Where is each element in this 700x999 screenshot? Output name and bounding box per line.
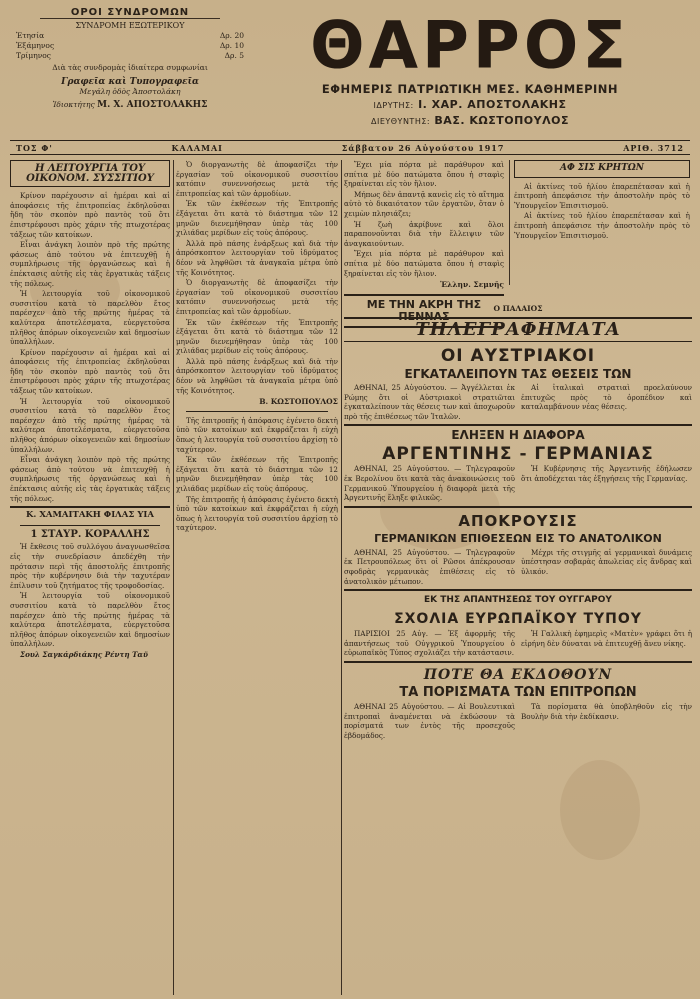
divider <box>344 294 504 296</box>
story-paragraph: ΑΘΗΝΑΙ 25 Αὐγούστου. — Αἱ Βουλευτικαὶ ἐπιτροπαὶ ἀναμένεται νὰ ἐκδώσουν τὰ πορίσματά των ἐντὸς τῆς προσεχοῦς ἑβδομάδος. <box>344 701 515 740</box>
paper-stain <box>560 760 640 860</box>
terms-title: ΟΡΟΙ ΣΥΝΔΡΟΜΩΝ <box>40 8 220 19</box>
article-paragraph: Ἀλλὰ πρὸ πάσης ἐνάρξεως καὶ διὰ τὴν ἀπρόσκοπτον λειτουργίαν τοῦ ἱδρύματος δέον νὰ ληφθῶσι τὰ ἀναγκαῖα μέτρα ὑπὸ τῆς Κοινότητος. <box>176 356 338 395</box>
story-paragraph: ΑΘΗΝΑΙ, 25 Αὐγούστου. — Τηλεγραφοῦν ἐκ Βερολίνου ὅτι κατὰ τὰς ἀνακοινώσεις τοῦ Γερμανικοῦ Ὑπουργείου ἡ διαφορὰ μετὰ τῆς Ἀργεντινῆς ἔληξε φιλικῶς. <box>344 464 515 503</box>
story-paragraph: Ἡ Γαλλικὴ ἐφημερὶς «Ματὲν» γράφει ὅτι ἡ εἰρήνη δὲν δύναται νὰ ἐπιτευχθῇ ἄνευ νίκης. <box>521 629 692 648</box>
article-paragraph: Αἱ ἀκτίνες τοῦ ἡλίου ἐπαρεπέτασαν καὶ ἡ ἐπιτροπὴ ἀπεφάσισε τὴν ἀποστολὴν πρὸς τὸ Ὑπουργεῖον Ἐπισιτισμοῦ. <box>514 211 690 240</box>
wire-story <box>344 702 692 740</box>
headline: ΑΠΟΚΡΟΥΣΙΣ <box>458 511 578 530</box>
wire-story <box>344 383 692 421</box>
divider <box>344 424 692 426</box>
wire-story <box>344 548 692 586</box>
headline-sub: ΤΑ ΠΟΡΙΣΜΑΤΑ ΤΩΝ ΕΠΙΤΡΟΠΩΝ <box>399 684 637 700</box>
article-paragraph: Εἶναι ἀνάγκη λοιπὸν πρὸ τῆς πρώτης φάσεως ἀπὸ τούτου νὰ ἐπιτευχθῇ ἡ συμπλήρωσις τῆς ὀργανώσεως καὶ ἡ ἐπέκτασις αὐτῆς εἰς τὰς ἐργατικὰς τάξεις τῆς πόλεως. <box>10 240 170 288</box>
place: ΚΑΛΑΜΑΙ <box>171 142 223 153</box>
terms-row: Ἐτησία Δρ. 20 <box>16 31 244 40</box>
headline: ΕΚ ΤΗΣ ΑΠΑΝΤΗΣΕΩΣ ΤΟΥ ΟΥΓΓΑΡΟΥ <box>424 595 612 606</box>
article-title: ΑΦ ΣΙΣ ΚΡΗΤΩΝ <box>514 160 690 178</box>
story-paragraph: Τὰ πορίσματα θὰ ὑποβληθοῦν εἰς τὴν Βουλὴν διὰ τὴν ἐκδίκασιν. <box>521 701 692 721</box>
article-paragraph: Εἶναι ἀνάγκη λοιπὸν πρὸ τῆς πρώτης φάσεως ἀπὸ τούτου νὰ ἐπιτευχθῇ ἡ συμπλήρωσις τῆς ὀργανώσεως καὶ ἡ ἐπέκτασις αὐτῆς εἰς τὰς ἐργατικὰς τάξεις τῆς πόλεως. <box>10 455 170 503</box>
story-paragraph: ΠΑΡΙΣΙΟΙ 25 Αὐγ. — Ἐξ ἀφορμῆς τῆς ἀπαντήσεως τοῦ Οὐγγρικοῦ Ὑπουργείου ὁ εὐρωπαϊκὸς Τύπος σχολιάζει τὴν κατάστασιν. <box>344 629 515 658</box>
owner-name: Μ. Χ. ΑΠΟΣΤΟΛΑΚΗΣ <box>97 100 208 110</box>
headline-sub: ΓΕΡΜΑΝΙΚΩΝ ΕΠΙΘΕΣΕΩΝ ΕΙΣ ΤΟ ΑΝΑΤΟΛΙΚΟΝ <box>374 531 662 545</box>
headline: ΕΛΗΞΕΝ Η ΔΙΑΦΟΡΑ <box>451 428 585 443</box>
volume-year: ΤΟΣ Φ' <box>16 142 53 153</box>
owner-label: Ἰδιοκτήτης <box>52 100 95 109</box>
story-paragraph: Αἱ ἰταλικαὶ στρατιαὶ προελαύνουν ἐπιτυχῶς πρὸς τὸ ὀροπέδιον καὶ καταλαμβάνουν νέας θέσεις. <box>521 383 692 412</box>
headline-sub: ΣΧΟΛΙΑ ΕΥΡΩΠΑΪΚΟΥ ΤΥΠΟΥ <box>394 611 642 628</box>
newspaper-subtitle: ΕΦΗΜΕΡΙΣ ΠΑΤΡΙΩΤΙΚΗ ΜΕΣ. ΚΑΘΗΜΕΡΙΝΗ <box>321 82 619 96</box>
article-paragraph: Ἐκ τῶν ἐκθέσεων τῆς Ἐπιτροπῆς ἐξάγεται ὅτι κατὰ τὸ διάστημα τῶν 12 μηνῶν διενεμήθησαν ὑπὲρ τὰς 100 χιλιάδας μερίδων εἰς τοὺς ἀπόρους. <box>176 317 338 356</box>
article-paragraph: Ὁ διοργανωτὴς δὲ ἀποφασίζει τὴν ἐργασίαν τοῦ οἰκονομικοῦ συσσιτίου κατόπιν συνεννοήσεως μετὰ τῆς ἐπιτροπείας καὶ τῶν ἁρμοδίων. <box>176 160 338 198</box>
article-paragraph: Τῆς ἐπιτροπῆς ἡ ἀπόφασις ἐγένετο δεκτὴ ὑπὸ τῶν κατοίκων καὶ ἐκφράζεται ἡ εὐχὴ ὅπως ἡ λειτουργία τοῦ συσσιτίου ἀρχίσῃ τὸ ταχύτερον. <box>176 494 338 533</box>
subscription-terms <box>10 8 250 110</box>
article-paragraph: Μήπως δὲν ἀπαντᾷ κανεὶς εἰς τὸ αἴτημα αὐτὸ τὸ δικαιότατον τῶν ἐργατῶν, ὅταν ὁ χειμὼν πλησιάζει; <box>344 189 504 218</box>
column-rule <box>173 160 174 995</box>
article-paragraph: Κρίνον παρέχουσιν αἱ ἡμέραι καὶ αἱ ἀποφάσεις τῆς ἐπιτροπείας ἐκδηλοῦσαι ἤδη τὸν σκοπὸν πρὸ παντὸς τοῦ ὅτι ἐπιστρέφουσι πρὸς χάριν τῆς πτωχοτέρας τάξεως τῶν κατοίκων. <box>10 191 170 239</box>
story-paragraph: ΑΘΗΝΑΙ, 25 Αὐγούστου. — Ἀγγέλλεται ἐκ Ρώμης ὅτι οἱ Αὐστριακοὶ στρατιῶται ἐγκαταλείπουν τὰς θέσεις των καὶ ἀποχωροῦν πρὸ τῆς ἐπιθέσεως τῶν Ἰταλῶν. <box>344 383 515 421</box>
divider <box>20 525 160 526</box>
article-paragraph: Κρίνον παρέχουσιν αἱ ἡμέραι καὶ αἱ ἀποφάσεις τῆς ἐπιτροπείας ἐκδηλοῦσαι ἤδη τὸν σκοπὸν πρὸ παντὸς τοῦ ὅτι ἐπιστρέφουσι πρὸς χάριν τῆς πτωχοτέρας τάξεως τῶν κατοίκων. <box>10 347 170 396</box>
column-footer: Σουλ Σαγκάρδιάκης Ρέντη Ταϋ <box>20 649 148 659</box>
director-line: ΔΙΕΥΘΥΝΤΗΣ: ΒΑΣ. ΚΩΣΤΟΠΟΥΛΟΣ <box>370 114 569 127</box>
column-rule <box>509 160 510 285</box>
office-address: Μεγάλη ὁδὸς Ἀποστολάκη <box>79 87 181 96</box>
wire-title: ΤΗΛΕΓΡΑΦΗΜΑΤΑ <box>344 317 692 342</box>
newspaper-title: ΘΑΡΡΟΣ <box>310 8 630 84</box>
headline-sub: ΑΡΓΕΝΤΙΝΗΣ - ΓΕΡΜΑΝΙΑΣ <box>382 444 654 465</box>
wire-news <box>344 297 692 740</box>
article-paragraph: Αἱ ἀκτίνες τοῦ ἡλίου ἐπαρεπέτασαν καὶ ἡ ἐπιτροπὴ ἀπεφάσισε τὴν ἀποστολὴν πρὸς τὸ Ὑπουργεῖον Ἐπισιτισμοῦ. <box>514 181 690 210</box>
story-paragraph: Μέχρι τῆς στιγμῆς αἱ γερμανικαὶ δυνάμεις ὑπέστησαν σοβαρὰς ἀπωλείας εἰς ἄνδρας καὶ ὑλικόν. <box>521 547 692 576</box>
divider <box>344 589 692 591</box>
notice-heading: Κ. ΧΑΜΑΙΤΑΚΗ ΦΙΛΑΣ ΥΙΑ <box>26 510 154 521</box>
masthead <box>250 10 690 129</box>
column-1 <box>10 160 170 661</box>
article-title: Η ΛΕΙΤΟΥΡΓΙΑ ΤΟΥ ΟΙΚΟΝΟΜ. ΣΥΣΣΙΤΙΟΥ <box>10 160 170 187</box>
column-4 <box>514 160 690 241</box>
divider <box>344 661 692 663</box>
section-title: ΜΕ ΤΗΝ ΑΚΡΗ ΤΗΣ ΠΕΝΝΑΣ <box>366 297 482 323</box>
article-paragraph: Ἡ λειτουργία τοῦ οἰκονομικοῦ συσσιτίου κατὰ τὸ παρελθὸν ἔτος παρέσχεν ἀπὸ τῆς πρώτης ἡμέρας τὰ καλύτερα ἀποτελέσματα, εὐεργετοῦσα πλῆθος ἀπόρων οἰκογενειῶν καὶ δημοσίων ὑπαλλήλων. <box>10 396 170 454</box>
terms-subtitle: ΣΥΝΔΡΟΜΗ ΕΞΩΤΕΡΙΚΟΥ <box>75 21 185 30</box>
article-paragraph: Ἡ λειτουργία τοῦ οἰκονομικοῦ συσσιτίου κατὰ τὸ παρελθὸν ἔτος παρέσχεν ἀπὸ τῆς πρώτης ἡμέρας τὰ καλύτερα ἀποτελέσματα, εὐεργετοῦσα πλῆθος ἀπόρων οἰκογενειῶν καὶ δημοσίων ὑπαλλήλων. <box>10 289 170 347</box>
headline: ΠΟΤΕ ΘΑ ΕΚΔΟΘΟΥΝ <box>423 666 613 683</box>
article-paragraph: Ἔχει μία πόρτα μὲ παράθυρον καὶ σπίτια μὲ δύο πατώματα ὅπου ἡ σταφὶς ξηραίνεται εἰς τὸν ἥλιον. <box>344 160 504 189</box>
item-heading: 1 ΣΤΑΥΡ. ΚΟΡΑΛΛΗΣ <box>30 528 150 540</box>
terms-row: Ἑξάμηνος Δρ. 10 <box>16 41 244 50</box>
divider <box>10 506 170 508</box>
issue-date: Σάββατον 26 Αὐγούστου 1917 <box>341 142 505 153</box>
article-paragraph: Ἡ ζωὴ ἀκρίβυνε καὶ ὅλοι παραπονοῦνται διὰ τὴν ἔλλειψιν τῶν ἀναγκαιούντων. <box>344 219 504 248</box>
article-paragraph: Ἐκ τῶν ἐκθέσεων τῆς Ἐπιτροπῆς ἐξάγεται ὅτι κατὰ τὸ διάστημα τῶν 12 μηνῶν διενεμήθησαν ὑπὲρ τὰς 100 χιλιάδας μερίδων εἰς τοὺς ἀπόρους. <box>176 199 338 238</box>
divider <box>344 506 692 508</box>
story-paragraph: ΑΘΗΝΑΙ, 25 Αὐγούστου. — Τηλεγραφοῦν ἐκ Πετρουπόλεως ὅτι οἱ Ρῶσοι ἀπέκρουσαν σφοδρὰς γερμανικὰς ἐπιθέσεις εἰς τὸ ἀνατολικὸν μέτωπον. <box>344 547 515 586</box>
terms-row: Τρίμηνος Δρ. 5 <box>16 51 244 60</box>
divider <box>186 411 328 412</box>
founder-line: ΙΔΡΥΤΗΣ: Ι. ΧΑΡ. ΑΠΟΣΤΟΛΑΚΗΣ <box>373 98 567 111</box>
headline-sub: ΕΓΚΑΤΑΛΕΙΠΟΥΝ ΤΑΣ ΘΕΣΕΙΣ ΤΩΝ <box>404 367 632 381</box>
headline: ΟΙ ΑΥΣΤΡΙΑΚΟΙ <box>440 346 596 366</box>
column-rule <box>341 160 342 995</box>
office-label: Γραφεῖα καὶ Τυπογραφεῖα <box>61 77 199 87</box>
wire-story <box>344 629 692 658</box>
item-paragraph: Ἡ ἔκθεσις τοῦ συλλόγου ἀναγνωσθεῖσα εἰς τὴν συνεδρίασιν ἀπεδέχθη τὴν πρότασιν περὶ τῆς ἀποστολῆς ἐπιτροπῆς πρὸς τὴν κυβέρνησιν διὰ τὴν ταχυτέραν ἐπίλυσιν τοῦ ζητήματος τῆς τροφοδοσίας. <box>10 542 170 590</box>
article-paragraph: Τῆς ἐπιτροπῆς ἡ ἀπόφασις ἐγένετο δεκτὴ ὑπὸ τῶν κατοίκων καὶ ἐκφράζεται ἡ εὐχὴ ὅπως ἡ λειτουργία τοῦ συσσιτίου ἀρχίσῃ τὸ ταχύτερον. <box>176 415 338 454</box>
story-paragraph: Ἡ Κυβέρνησις τῆς Ἀργεντινῆς ἐδήλωσεν ὅτι ἀποδέχεται τὰς ἐξηγήσεις τῆς Γερμανίας. <box>521 464 692 483</box>
article-paragraph: Ὁ διοργανωτὴς δὲ ἀποφασίζει τὴν ἐργασίαν τοῦ οἰκονομικοῦ συσσιτίου κατόπιν συνεννοήσεως μετὰ τῆς ἐπιτροπείας καὶ τῶν ἁρμοδίων. <box>176 278 338 316</box>
article-signature: Ἑλλην. Σεμνῆς <box>440 280 504 290</box>
column-2 <box>176 160 338 534</box>
article-paragraph: Ἀλλὰ πρὸ πάσης ἐνάρξεως καὶ διὰ τὴν ἀπρόσκοπτον λειτουργίαν τοῦ ἱδρύματος δέον νὰ ληφθῶσι τὰ ἀναγκαῖα μέτρα ὑπὸ τῆς Κοινότητος. <box>176 238 338 277</box>
column-signature: Ο ΠΑΛΑΙΟΣ <box>493 304 543 313</box>
dateline <box>10 140 690 155</box>
terms-note: Διὰ τὰς συνδρομὰς ἰδιαίτερα συμφωνίαι <box>52 63 208 72</box>
item-paragraph: Ἡ λειτουργία τοῦ οἰκονομικοῦ συσσιτίου κατὰ τὸ παρελθὸν ἔτος παρέσχεν ἀπὸ τῆς πρώτης ἡμέρας τὰ καλύτερα ἀποτελέσματα, εὐεργετοῦσα πλῆθος ἀπόρων οἰκογενειῶν καὶ δημοσίων ὑπαλλήλων. <box>10 591 170 649</box>
article-paragraph: Ἔχει μία πόρτα μὲ παράθυρον καὶ σπίτια μὲ δύο πατώματα ὅπου ἡ σταφὶς ξηραίνεται εἰς τὸν ἥλιον. <box>344 249 504 278</box>
issue-number: ΑΡΙΘ. 3712 <box>623 142 684 153</box>
article-signature: Β. ΚΩΣΤΟΠΟΥΛΟΣ <box>259 397 338 407</box>
wire-story <box>344 464 692 502</box>
article-paragraph: Ἐκ τῶν ἐκθέσεων τῆς Ἐπιτροπῆς ἐξάγεται ὅτι κατὰ τὸ διάστημα τῶν 12 μηνῶν διενεμήθησαν ὑπὲρ τὰς 100 χιλιάδας μερίδων εἰς τοὺς ἀπόρους. <box>176 455 338 493</box>
